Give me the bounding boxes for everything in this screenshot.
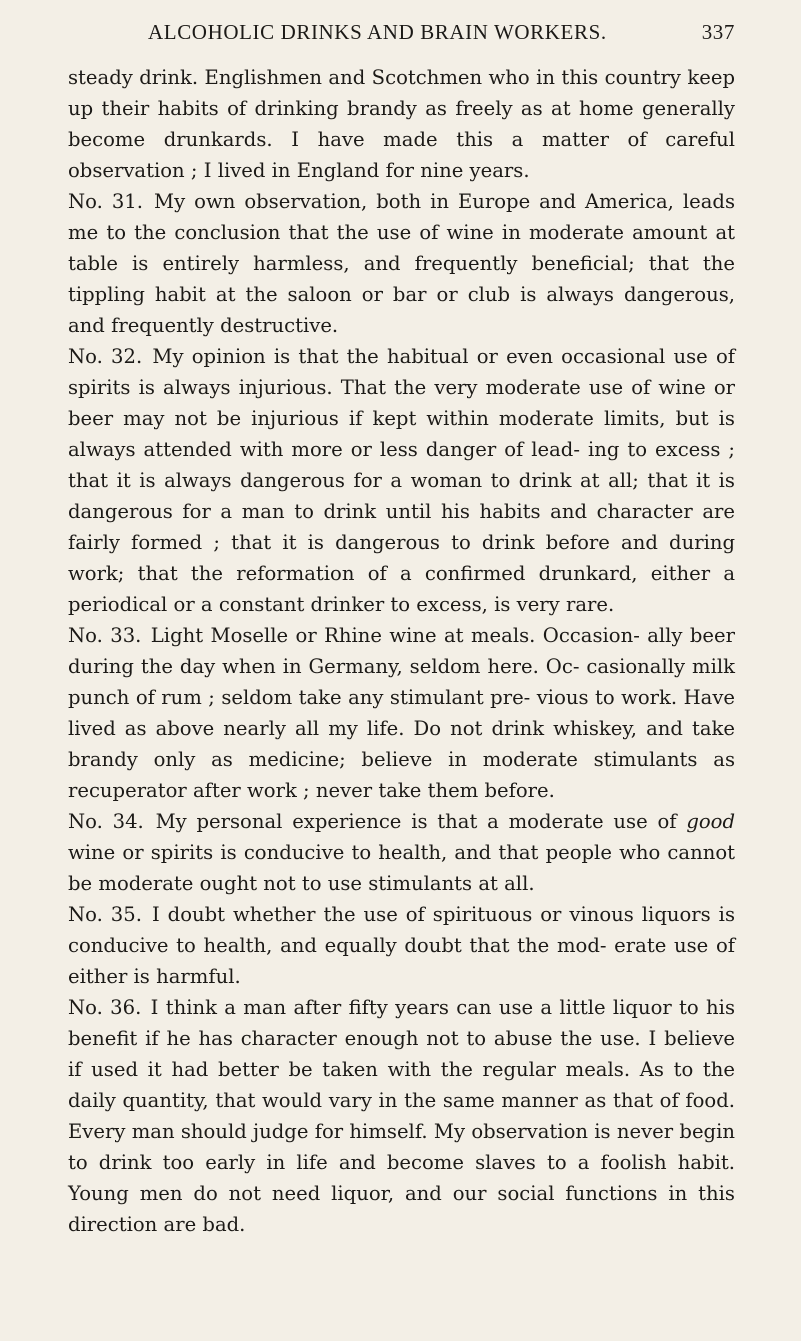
paragraph-no-31: [68, 186, 735, 341]
entry-number: No. 35.: [68, 903, 142, 926]
paragraph-no-33: [68, 620, 735, 806]
paragraph-no-36: [68, 992, 735, 1240]
paragraph-no-32: [68, 341, 735, 620]
paragraph-text-after: wine or spirits is conducive to health, and that people who cannot be moderate ought not to use stimulants at all.: [68, 841, 735, 895]
body-text: [68, 62, 735, 1240]
paragraph-text: steady drink. Englishmen and Scotchmen who in this country keep up their habits of drinking brandy as freely as at home generally become drunkards. I have made this a matter of careful observation ; I lived in England for nine years.: [68, 66, 735, 182]
paragraph-text-before: My personal experience is that a moderate use of: [155, 810, 677, 833]
page-number: 337: [701, 20, 735, 44]
paragraph-text: My own observation, both in Europe and America, leads me to the conclusion that the use of wine in moderate amount at table is entirely harmless, and frequently beneficial; that the tippling habit at the saloon or bar or club is always dangerous, and frequently destructive.: [68, 190, 736, 337]
emphasis-good: good: [686, 810, 736, 833]
paragraph-text: I think a man after fifty years can use a little liquor to his benefit if he has character enough not to abuse the use. I believe if used it had better be taken with the regular meals. As to the daily quantity, that would vary in the same manner as that of food. Every man should judge for himself. My observation is never begin to drink too early in life and become slaves to a foolish habit. Young men do not need liquor, and our social functions in this direction are bad.: [68, 996, 735, 1236]
paragraph-text: I doubt whether the use of spirituous or vinous liquors is conducive to health, and equally doubt that the mod- erate use of either is harmful.: [68, 903, 735, 988]
entry-number: No. 33.: [68, 624, 142, 647]
running-head: [68, 20, 735, 54]
entry-number: No. 32.: [68, 345, 143, 368]
paragraph-text: Light Moselle or Rhine wine at meals. Occasion- ally beer during the day when in Germany, seldom here. Oc- casionally milk punch of rum ; seldom take any stimulant pre- vious to work. Have lived as above nearly all my life. Do not drink whiskey, and take brandy only as medicine; believe in moderate stimulants as recuperator after work ; never take them before.: [68, 624, 735, 802]
paragraph-no-34: [68, 806, 735, 899]
entry-number: No. 36.: [68, 996, 142, 1019]
running-title: ALCOHOLIC DRINKS AND BRAIN WORKERS.: [148, 20, 607, 44]
paragraph-text: My opinion is that the habitual or even occasional use of spirits is always injurious. That the very moderate use of wine or beer may not be injurious if kept within moderate limits, but is always attended with more or less danger of lead- ing to excess ; that it is always dangerous for a woman to drink at all; that it is dangerous for a man to drink until his habits and character are fairly formed ; that it is dangerous to drink before and during work; that the reformation of a confirmed drunkard, either a periodical or a constant drinker to excess, is very rare.: [68, 345, 736, 616]
paragraph-continuation: [68, 62, 735, 186]
entry-number: No. 34.: [68, 810, 144, 833]
entry-number: No. 31.: [68, 190, 143, 213]
paragraph-no-35: [68, 899, 735, 992]
